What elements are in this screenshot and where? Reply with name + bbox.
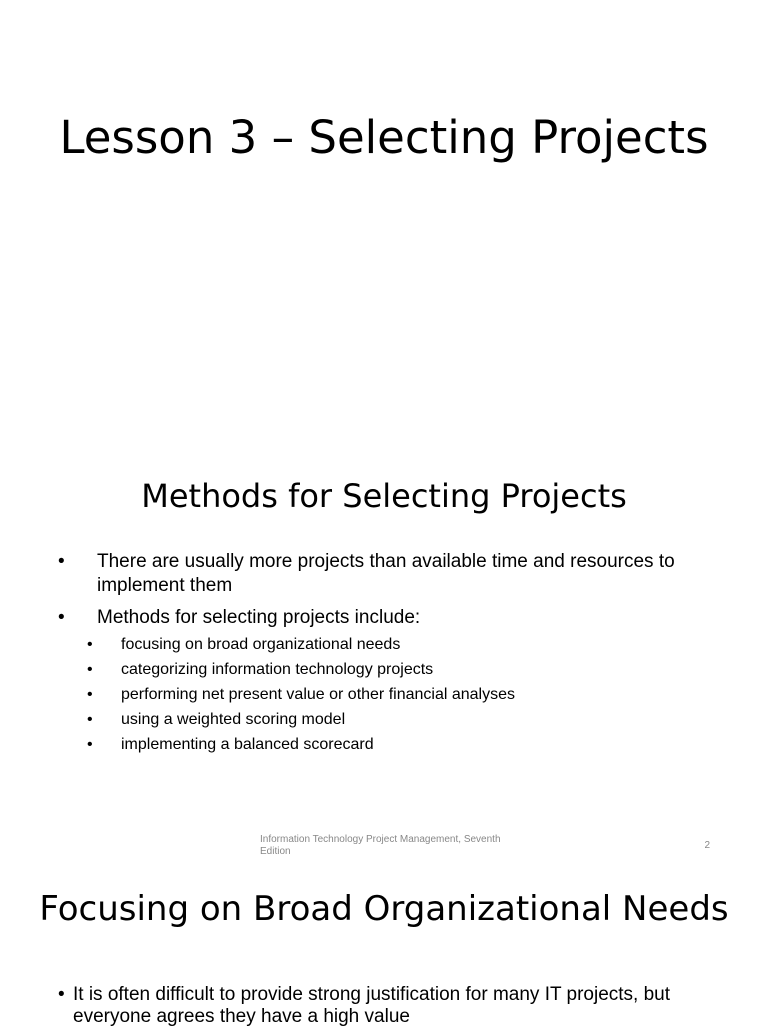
slide-2-title: Methods for Selecting Projects — [141, 477, 627, 515]
slide-3-title: Focusing on Broad Organizational Needs — [39, 889, 729, 929]
bullet-dot: • — [87, 711, 93, 728]
sub-bullet-text: categorizing information technology projects — [121, 661, 434, 678]
sub-bullet-text: implementing a balanced scorecard — [121, 736, 374, 753]
sub-bullet-text: performing net present value or other financial analyses — [121, 686, 515, 703]
slide-2-bullet-list — [0, 550, 768, 757]
bullet-dot: • — [87, 686, 93, 703]
bullet-text: There are usually more projects than available time and resources to implement them — [97, 551, 675, 596]
sub-bullet-item — [0, 632, 768, 657]
slide-1-title: Lesson 3 – Selecting Projects — [59, 111, 709, 164]
page-number: 2 — [704, 840, 710, 851]
sub-bullet-item — [0, 707, 768, 732]
bullet-dot: • — [58, 984, 65, 1005]
sub-bullet-item — [0, 732, 768, 757]
bullet-dot: • — [87, 661, 93, 678]
slide-3-bullet-list — [0, 984, 768, 1028]
bullet-dot: • — [87, 736, 93, 753]
slide-footer: Information Technology Project Management, Seventh Edition — [260, 834, 501, 857]
sub-bullet-item — [0, 657, 768, 682]
sub-bullet-text: focusing on broad organizational needs — [121, 636, 401, 653]
sub-bullet-text: using a weighted scoring model — [121, 711, 346, 728]
bullet-dot: • — [58, 551, 65, 572]
bullet-text: It is often difficult to provide strong justification for many IT projects, but everyone agrees they have a high value — [73, 984, 671, 1027]
bullet-item — [0, 984, 768, 1028]
bullet-text: Methods for selecting projects include: — [97, 607, 421, 628]
bullet-dot: • — [87, 636, 93, 653]
bullet-item — [0, 606, 768, 630]
sub-bullet-group — [0, 632, 768, 757]
bullet-item — [0, 550, 768, 598]
bullet-dot: • — [58, 607, 65, 628]
sub-bullet-item — [0, 682, 768, 707]
sub-bullet-list — [0, 632, 768, 757]
